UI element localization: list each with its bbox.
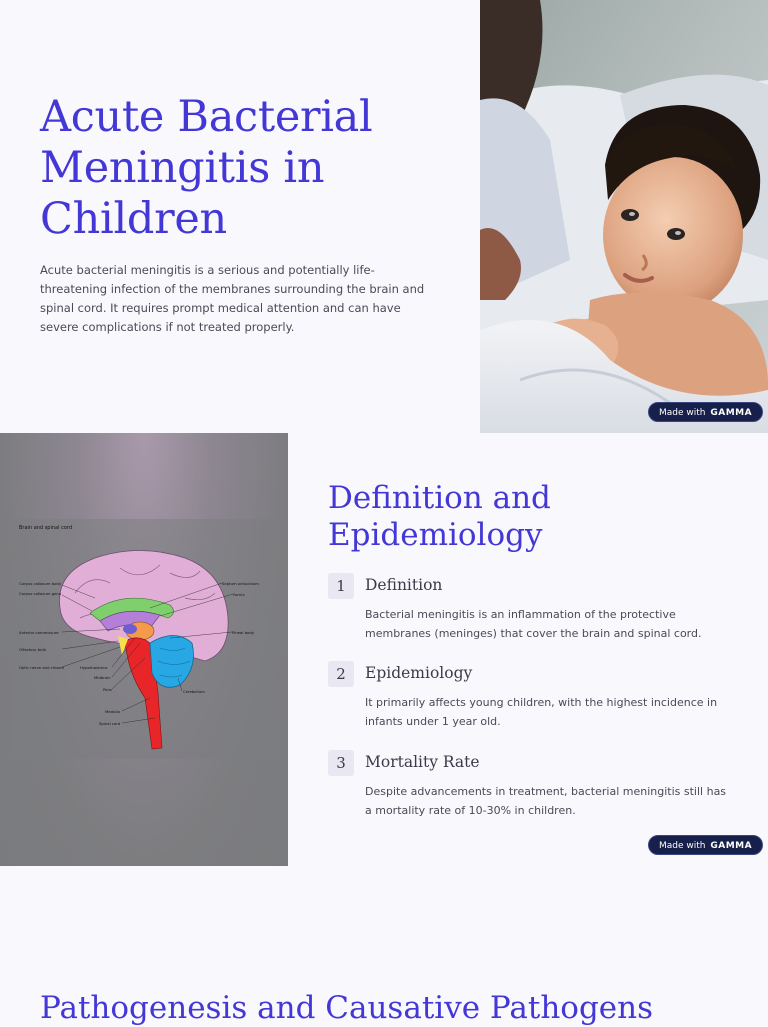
section-title: Definition and Epidemiology [328, 480, 551, 553]
diagram-label: Cerebellum [183, 689, 205, 694]
item-title: Epidemiology [365, 664, 473, 682]
diagram-label: Medulla [105, 709, 120, 714]
item-number: 2 [328, 661, 354, 687]
item-title: Mortality Rate [365, 753, 480, 771]
diagram-label: Olfactory bulb [19, 647, 46, 652]
diagram-label: Pons [103, 687, 112, 692]
item-text: Despite advancements in treatment, bacterial meningitis still has a mortality rate of 10-30% in children. [365, 785, 727, 817]
made-with-gamma-badge[interactable] [648, 835, 763, 855]
item-number: 3 [328, 750, 354, 776]
diagram-label: Septum pellucidum [222, 581, 259, 586]
item-text: It primarily affects young children, with the highest incidence in infants under 1 year old. [365, 696, 718, 728]
intro-paragraph: Acute bacterial meningitis is a serious and potentially life-threatening infection of the membranes surrounding the brain and spinal cord. It requires prompt medical attention and can have severe complications if not treated properly. [40, 263, 425, 334]
badge-brand: GAMMA [710, 408, 753, 418]
diagram-title: Brain and spinal cord [19, 525, 73, 531]
diagram-label: Fornix [233, 592, 245, 597]
child-photo-illustration [480, 0, 768, 433]
diagram-label: Corpus callosum body [19, 581, 62, 586]
section-title: Pathogenesis and Causative Pathogens [40, 990, 654, 1026]
badge-brand: GAMMA [710, 841, 753, 851]
brain-diagram [0, 433, 288, 866]
item-text: Bacterial meningitis is an inflammation of the protective membranes (meninges) that cover the brain and spinal cord. [365, 608, 702, 640]
child-photo [480, 0, 768, 433]
definition-slide [0, 433, 768, 866]
brain-diagram-panel [0, 433, 288, 866]
badge-prefix: Made with [659, 841, 706, 851]
diagram-label: Hypothalamus [80, 665, 108, 670]
item-number: 1 [328, 573, 354, 599]
diagram-label: Pineal body [232, 630, 254, 635]
diagram-label: Spinal cord [99, 721, 121, 726]
page-title: Acute Bacterial Meningitis in Children [40, 92, 373, 244]
diagram-label: Anterior commissure [19, 630, 59, 635]
item-title: Definition [365, 576, 443, 594]
diagram-label: Optic nerve and chiasm [19, 665, 65, 670]
pathogenesis-slide [0, 866, 768, 1024]
diagram-label: Midbrain [94, 675, 111, 680]
made-with-gamma-badge[interactable] [648, 402, 763, 422]
badge-prefix: Made with [659, 408, 706, 418]
title-slide [0, 0, 768, 433]
diagram-label: Corpus callosum genu [19, 591, 62, 596]
